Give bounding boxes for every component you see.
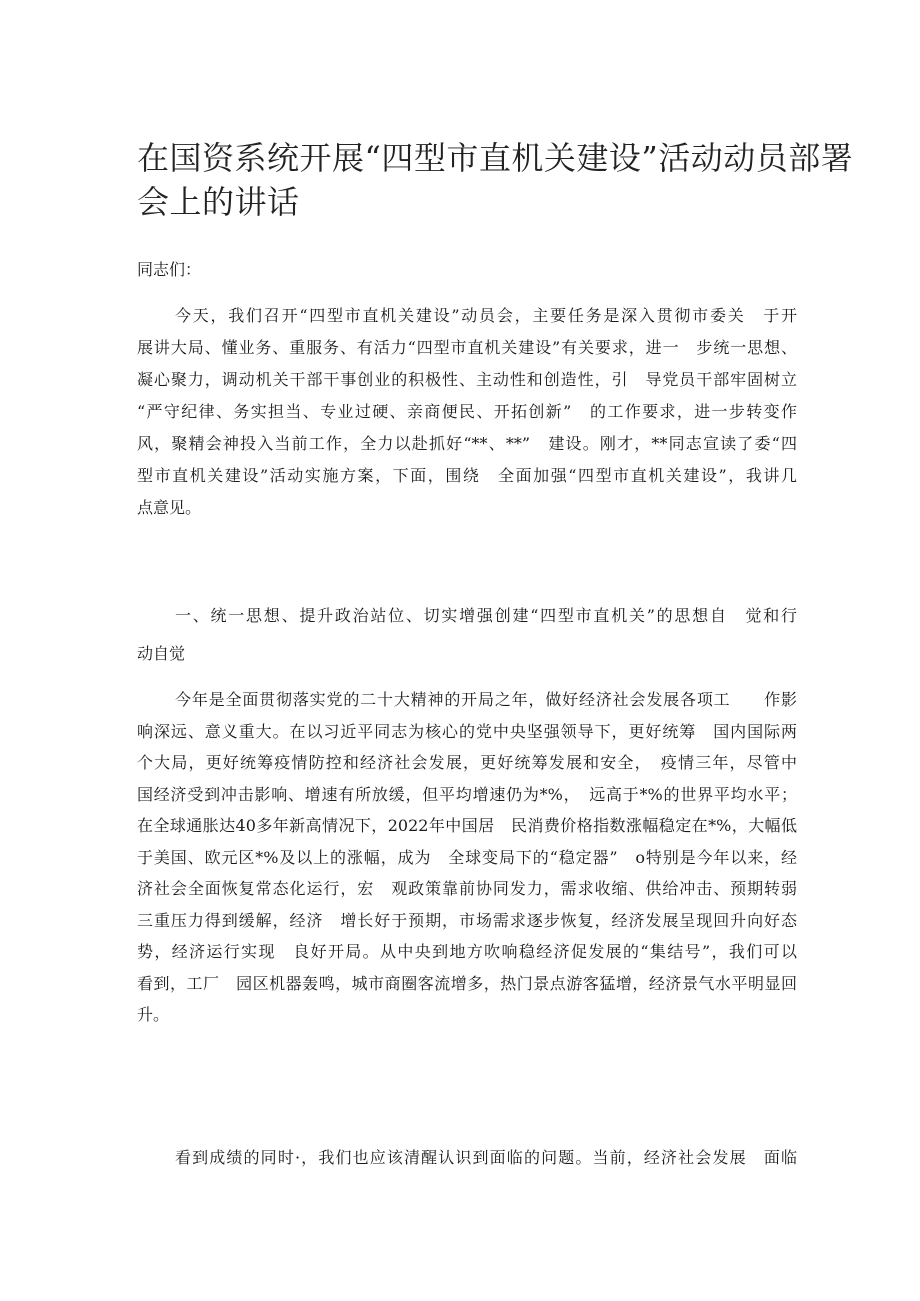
text-line: 凝心聚力，调动机关干部干事创业的积极性、主动性和创造性，引 导党员干部牢固树立 bbox=[137, 370, 797, 389]
text-line: 展讲大局、懂业务、重服务、有活力“四型市直机关建设”有关要求，进一 步统一思想、 bbox=[137, 338, 797, 357]
paragraph-intro bbox=[137, 300, 797, 524]
text-line: 国经济受到冲击影响、增速有所放缓，但平均增速仍为*%， 远高于*%的世界平均水平； bbox=[137, 784, 797, 804]
text-line: 在全球通胀达40多年新高情况下，2022年中国居 民消费价格指数涨幅稳定在*%，大幅低 bbox=[137, 816, 797, 835]
document-title bbox=[137, 136, 854, 224]
text-line: 势，经济运行实现 良好开局。从中央到地方吹响稳经济促发展的“集结号”，我们可以 bbox=[137, 942, 797, 961]
text-line: 点意见。 bbox=[137, 498, 202, 517]
text-line: 今年是全面贯彻落实党的二十大精神的开局之年，做好经济社会发展各项工 作影 bbox=[175, 690, 797, 709]
text-line: 个大局，更好统筹疫情防控和经济社会发展，更好统筹发展和安全， 疫情三年，尽管中 bbox=[137, 753, 797, 772]
section-heading bbox=[137, 597, 797, 673]
text-line: 型市直机关建设”活动实施方案，下面，围绕 全面加强“四型市直机关建设”，我讲几 bbox=[137, 466, 797, 485]
text-line: 升。 bbox=[137, 1005, 170, 1024]
paragraph-section-1-body bbox=[137, 684, 797, 1031]
text-line: 看到，工厂 园区机器轰鸣，城市商圈客流增多，热门景点游客猛增，经济景气水平明显回 bbox=[137, 973, 797, 993]
text-line: 今天，我们召开“四型市直机关建设”动员会，主要任务是深入贯彻市委关 于开 bbox=[175, 306, 797, 325]
text-line: 风，聚精会神投入当前工作，全力以赴抓好“**、**” 建设。刚才，**同志宣读了委“四 bbox=[137, 434, 797, 453]
paragraph-section-1-body-2 bbox=[137, 1142, 797, 1174]
text-line: 于美国、欧元区*%及以上的涨幅，成为 全球变局下的“稳定器” o特别是今年以来，经 bbox=[137, 847, 797, 867]
salutation: 同志们： bbox=[137, 260, 202, 279]
text-line: 济社会全面恢复常态化运行，宏 观政策靠前协同发力，需求收缩、供给冲击、预期转弱 bbox=[137, 879, 797, 898]
text-line: 响深远、意义重大。在以习近平同志为核心的党中央坚强领导下，更好统筹 国内国际两 bbox=[137, 721, 797, 741]
title-line: 在国资系统开展“四型市直机关建设”活动动员部署 bbox=[137, 139, 854, 177]
text-line: 看到成绩的同时·，我们也应该清醒认识到面临的问题。当前，经济社会发展 面临 bbox=[175, 1148, 797, 1167]
text-line: 动自觉 bbox=[137, 644, 186, 663]
title-line: 会上的讲话 bbox=[137, 183, 300, 221]
text-line: “严守纪律、务实担当、专业过硬、亲商便民、开拓创新” 的工作要求，进一步转变作 bbox=[137, 402, 797, 421]
text-line: 一、统一思想、提升政治站位、切实增强创建“四型市直机关”的思想自 觉和行 bbox=[175, 606, 797, 625]
text-line: 三重压力得到缓解，经济 增长好于预期，市场需求逐步恢复，经济发展呈现回升向好态 bbox=[137, 910, 797, 930]
